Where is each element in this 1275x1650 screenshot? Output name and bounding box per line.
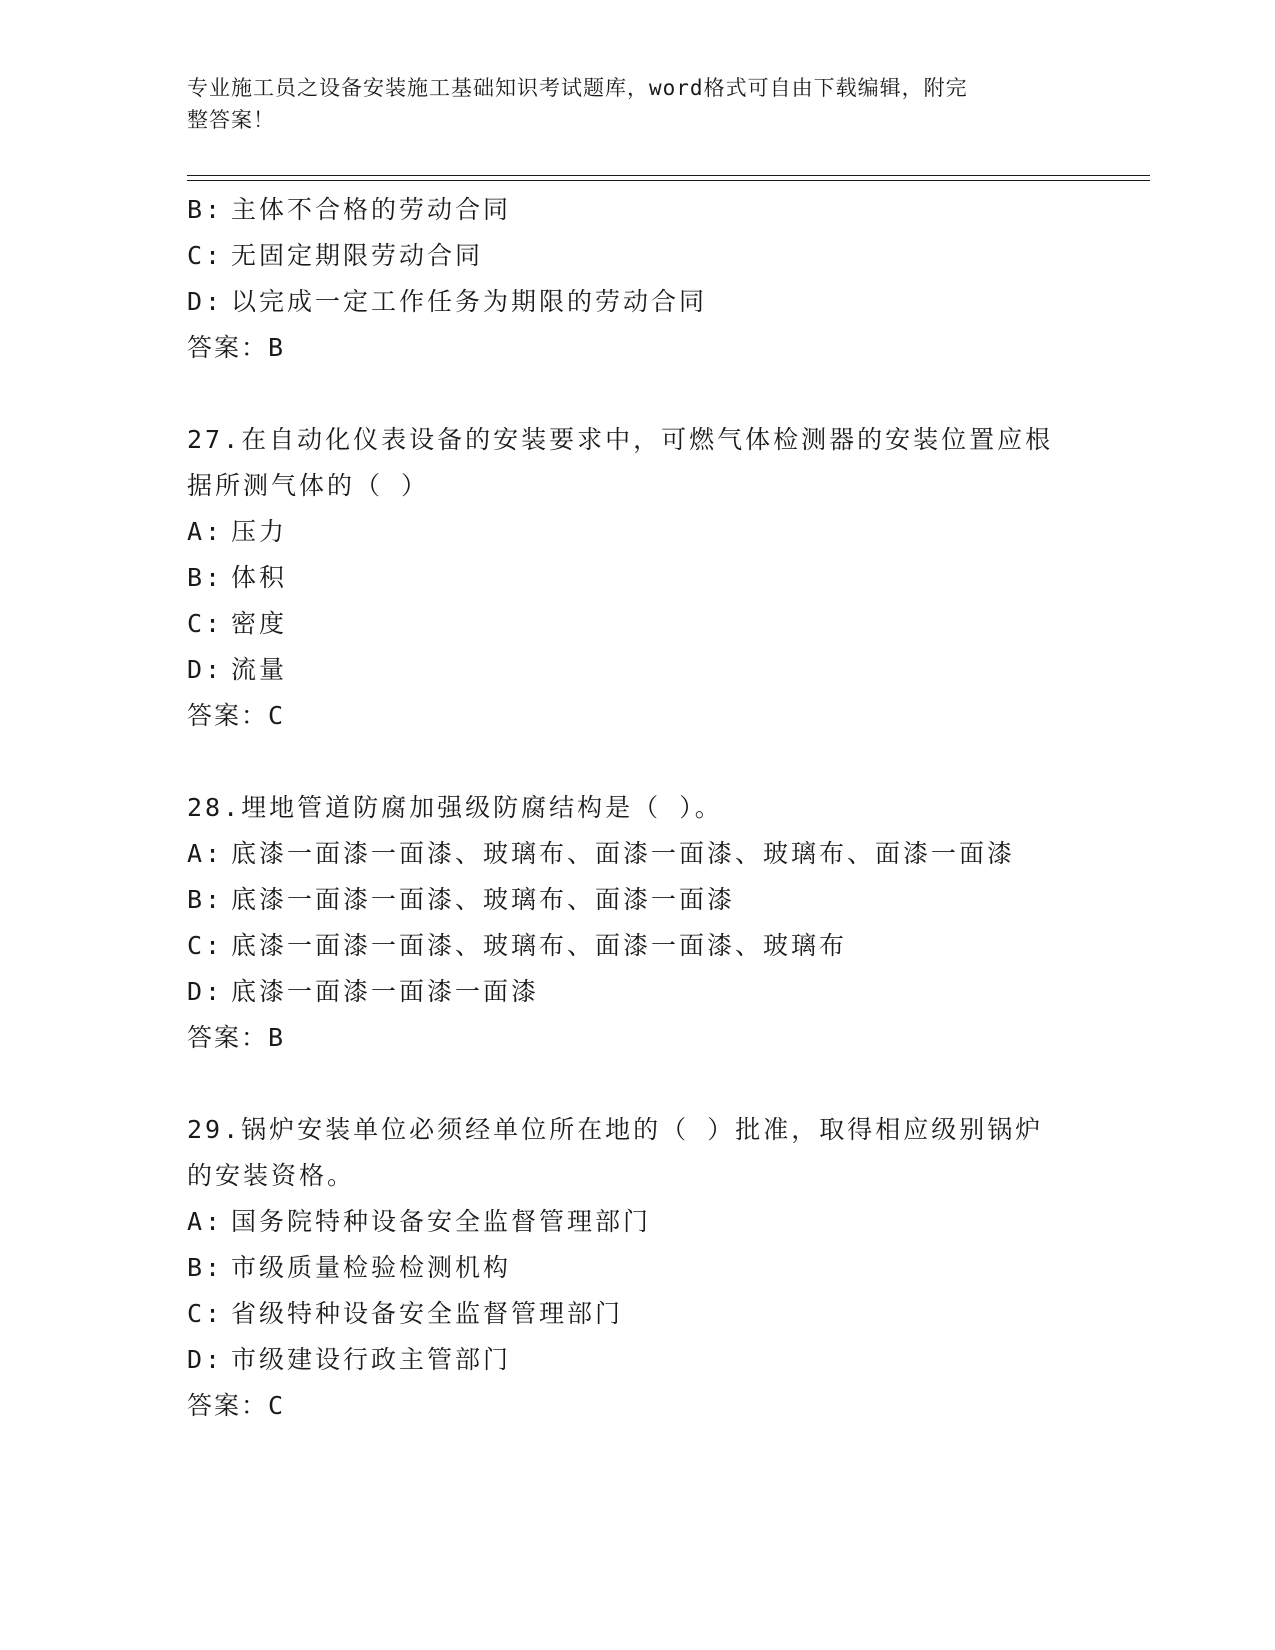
- option-key: A:: [187, 1207, 224, 1236]
- option-text: 市级质量检验检测机构: [231, 1253, 512, 1282]
- question-stem-line-2: 的安装资格。: [187, 1161, 356, 1190]
- option-d: [187, 1337, 1087, 1383]
- option-key: D:: [187, 287, 224, 316]
- question-stem-line-1: 28.埋地管道防腐加强级防腐结构是（ ）。: [187, 793, 723, 822]
- option-text: 底漆一面漆一面漆、玻璃布、面漆一面漆: [231, 885, 736, 914]
- question-27: [187, 417, 1087, 739]
- option-text: 国务院特种设备安全监督管理部门: [231, 1207, 652, 1236]
- question-list: [187, 187, 1087, 1429]
- option-b: [187, 555, 1087, 601]
- option-key: B:: [187, 885, 224, 914]
- answer-line: 答案：C: [187, 701, 286, 730]
- option-text: 底漆一面漆一面漆、玻璃布、面漆一面漆、玻璃布、面漆一面漆: [231, 839, 1016, 868]
- option-text: 主体不合格的劳动合同: [231, 195, 512, 224]
- question-28: [187, 785, 1087, 1061]
- option-key: D:: [187, 655, 224, 684]
- option-key: C:: [187, 1299, 224, 1328]
- option-b: [187, 187, 1087, 233]
- answer-line: 答案：B: [187, 333, 286, 362]
- option-text: 底漆一面漆一面漆一面漆: [231, 977, 540, 1006]
- option-text: 流量: [231, 655, 288, 684]
- option-text: 市级建设行政主管部门: [231, 1345, 512, 1374]
- header-divider-bottom: [187, 180, 1150, 181]
- spacer: [187, 739, 1087, 785]
- option-b: [187, 877, 1087, 923]
- answer-line: 答案：B: [187, 1023, 286, 1052]
- option-a: [187, 831, 1087, 877]
- option-text: 体积: [231, 563, 288, 592]
- spacer: [187, 371, 1087, 417]
- option-text: 以完成一定工作任务为期限的劳动合同: [231, 287, 708, 316]
- option-key: A:: [187, 839, 224, 868]
- option-key: D:: [187, 1345, 224, 1374]
- question-26-continuation: [187, 187, 1087, 371]
- option-key: A:: [187, 517, 224, 546]
- header-line-2: 整答案！: [187, 108, 275, 132]
- option-key: C:: [187, 931, 224, 960]
- document-header: [187, 72, 1067, 136]
- question-stem-line-1: 27.在自动化仪表设备的安装要求中，可燃气体检测器的安装位置应根: [187, 425, 1054, 454]
- option-c: [187, 601, 1087, 647]
- option-text: 无固定期限劳动合同: [231, 241, 484, 270]
- header-divider-top: [187, 175, 1150, 176]
- option-text: 省级特种设备安全监督管理部门: [231, 1299, 624, 1328]
- option-d: [187, 279, 1087, 325]
- option-a: [187, 509, 1087, 555]
- option-c: [187, 233, 1087, 279]
- option-text: 密度: [231, 609, 288, 638]
- option-key: B:: [187, 563, 224, 592]
- option-text: 底漆一面漆一面漆、玻璃布、面漆一面漆、玻璃布: [231, 931, 848, 960]
- option-b: [187, 1245, 1087, 1291]
- question-29: [187, 1107, 1087, 1429]
- answer-line: 答案：C: [187, 1391, 286, 1420]
- option-d: [187, 969, 1087, 1015]
- question-stem-line-2: 据所测气体的（ ）: [187, 471, 430, 500]
- question-stem-line-1: 29.锅炉安装单位必须经单位所在地的（ ）批准，取得相应级别锅炉: [187, 1115, 1044, 1144]
- option-c: [187, 1291, 1087, 1337]
- header-line-1: 专业施工员之设备安装施工基础知识考试题库，word格式可自由下载编辑，附完: [187, 76, 968, 100]
- option-c: [187, 923, 1087, 969]
- option-key: B:: [187, 1253, 224, 1282]
- option-d: [187, 647, 1087, 693]
- option-key: B:: [187, 195, 224, 224]
- spacer: [187, 1061, 1087, 1107]
- option-text: 压力: [231, 517, 288, 546]
- option-key: C:: [187, 609, 224, 638]
- option-a: [187, 1199, 1087, 1245]
- option-key: C:: [187, 241, 224, 270]
- option-key: D:: [187, 977, 224, 1006]
